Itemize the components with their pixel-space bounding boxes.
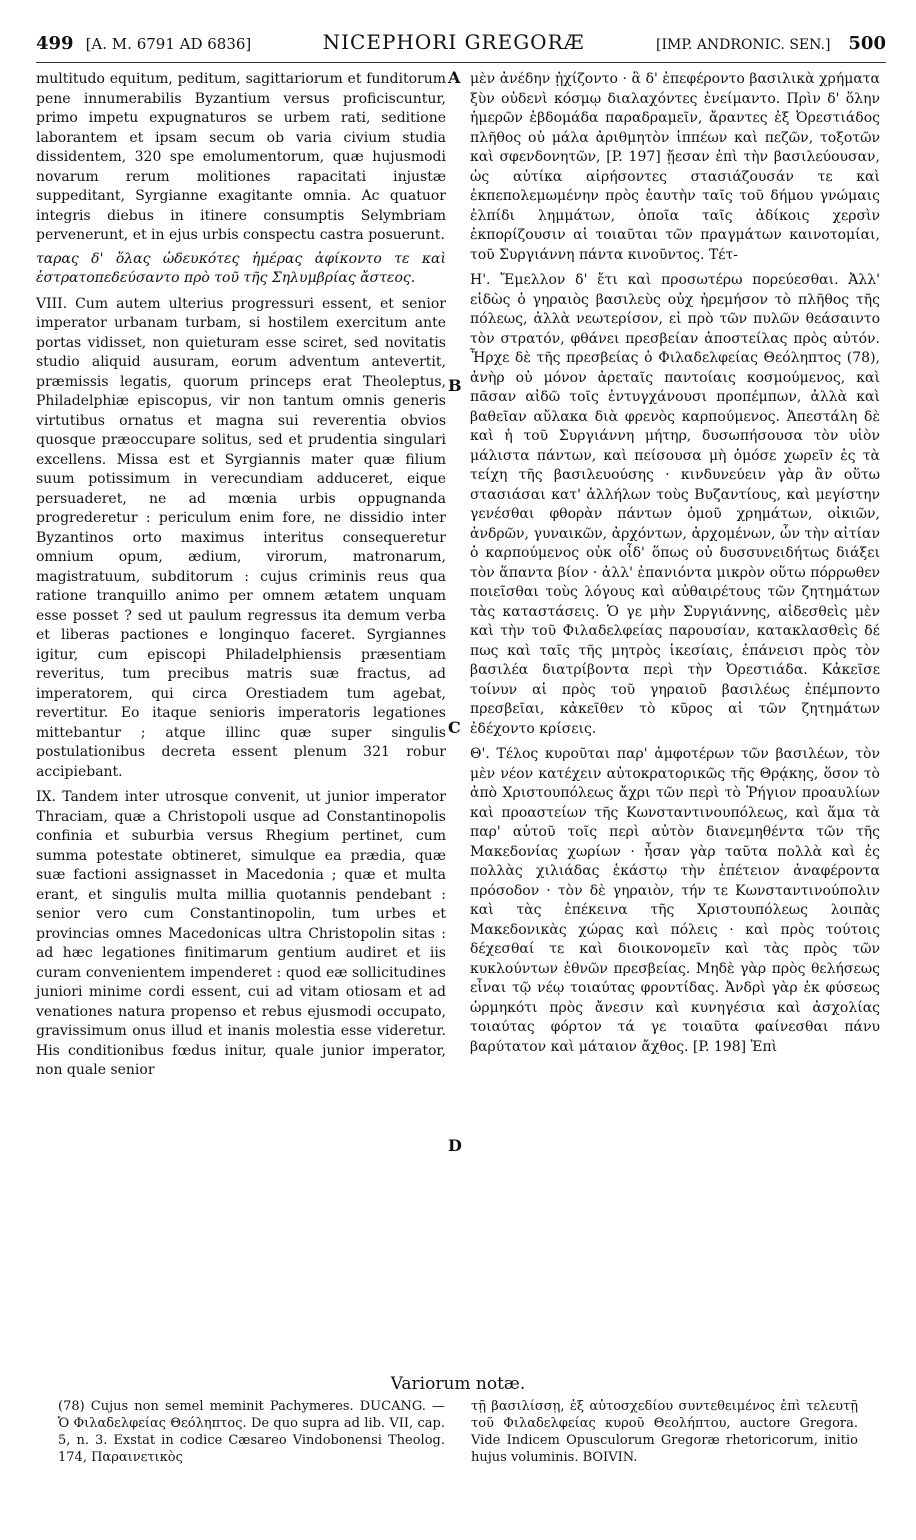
footnote-right: τῇ βασιλίσσῃ, ἐξ αὐτοσχεδίου συντεθειμένος ἐπὶ τελευτῇ τοῦ Φιλαδελφείας κυροῦ Θεολήπτου, auctore Gregora. Vide Indicem Opusculorum Gregoræ rhetoricorum, initio hujus voluminis. BOIVIN. [471, 1399, 858, 1465]
greek-paragraph-viii: Η'. Ἔμελλον δ' ἔτι καὶ προσωτέρω πορεύεσθαι. Ἀλλ' εἰδὼς ὁ γηραιὸς βασιλεὺς οὐχ ἠρεμήσον τὸ πλῆθος τῆς πόλεως, ἀλλὰ νεωτερίσον, εἰ πρὸ τῶν πυλῶν θεάσαιντο τὸν στρατόν, φθάνει πρεσβείαν ἀποστείλας πρὸς αὐτόν. Ἦρχε δὲ τῆς πρεσβείας ὁ Φιλαδελφείας Θεόληπτος (78), ἀνὴρ οὐ μόνον ἀρεταῖς παντοίαις κοσμούμενος, καὶ πᾶσαν αἰδῶ τοῖς ἐντυγχάνουσι προπέμπων, ἀλλὰ καὶ βαθεῖαν αὔλακα διὰ φρενὸς καρπούμενος. Ἀπεστάλη δὲ καὶ ἡ τοῦ Συργιάννη μήτηρ, δυσωπήσουσα τὸν υἱὸν μάλιστα πάντων, καὶ πείσουσα μὴ ὁμόσε χωρεῖν ἐς τὰ τείχη τῆς βασιλευούσης · κινδυνεύειν γὰρ ἂν οὕτω στασιάσαι κατ' ἀλλήλων τοὺς Βυζαντίους, καὶ μεγίστην γενέσθαι φθορὰν πάντων ὁμοῦ χρημάτων, οἰκιῶν, ἀνδρῶν, γυναικῶν, ἀρχόντων, ἀρχομένων, ὧν τὴν αἰτίαν ὁ καρπούμενος οὐκ οἶδ' ὅπως οὐ δυσσυνειδήτως διάξει τὸν ἅπαντα βίον · ἀλλ' ἐπανιόντα μικρὸν οὕτω πόρρωθεν ποιεῖσθαι τοὺς λόγους καὶ αὐθαιρέτους τῶν ζητημάτων τὰς καταστάσεις. Ὁ γε μὴν Συργιάννης, αἰδεσθεὶς μὲν καὶ τὴν τοῦ Φιλαδελφείας παρουσίαν, κατακλασθεὶς δέ πως καὶ ταῖς τῆς μητρὸς ἱκεσίαις, ἐπάνεισι πρὸς τὸν βασιλέα διατρίβοντα περὶ τὴν Ὀρεστιάδα. Κἀκεῖσε τοίνυν αἱ πρὸς τοῦ γηραιοῦ βασιλέως ἐπέμποντο πρεσβεῖαι, κἀκεῖθεν τὸ κῦρος αἱ τῶν ζητημάτων ἐδέχοντο κρίσεις. [470, 272, 880, 737]
margin-marker-d: D [448, 1136, 462, 1155]
page-header [36, 30, 886, 63]
margin-marker-a: A [448, 68, 461, 87]
running-title: NICEPHORI GREGORÆ [322, 30, 585, 54]
greek-carryover-line: ταρας δ' ὅλας ὡδευκότες ἡμέρας ἀφίκοντο τε καὶ ἐστρατοπεδεύσαντο πρὸ τοῦ τῆς Σηλυμβρίας ἄστεος. [36, 250, 446, 286]
left-running-meta: [A. M. 6791 AD 6836] [85, 35, 252, 53]
notes-title: Variorum notæ. [390, 1374, 526, 1394]
greek-column [470, 70, 880, 1063]
latin-paragraph-1: multitudo equitum, peditum, sagittariorum et funditorum pene innumerabilis Byzantium versus proficiscuntur, primo impetu expugnaturos se urbem rati, seditione laborantem et ipsam secum ob varia civium studia dissidentem, 320 spe emolumentorum, quæ hujusmodi novarum rerum molitiones rapacitati injustæ suppeditant, Syrgianne exagitante omnia. Ac quatuor integris diebus in itinere consumptis Selymbriam pervenerunt, et in ejus urbis conspectu castra posuerunt. [36, 71, 446, 243]
right-page-number: 500 [848, 33, 886, 54]
latin-column [36, 70, 446, 1087]
greek-paragraph-ix: Θ'. Τέλος κυροῦται παρ' ἀμφοτέρων τῶν βασιλέων, τὸν μὲν νέον κατέχειν αὐτοκρατορικῶς τῆς Θρᾴκης, ὅσον τὸ ἀπὸ Χριστουπόλεως ἄχρι τῶν περὶ τὸ Ῥήγιον προαυλίων καὶ προαστείων τῆς Κωνσταντινουπόλεως, καὶ ἅμα τὰ παρ' αὐτοῦ τοῖς περὶ αὐτὸν διανεμηθέντα τῶν τῆς Μακεδονίας χωρίων · ἦσαν γὰρ ταῦτα πολλὰ καὶ ἐς πολλὰς χιλιάδας ἑκάστῳ τὴν ἐπέτειον ἀναφέροντα πρόσοδον · τὸν δὲ γηραιὸν, τήν τε Κωνσταντινούπολιν καὶ τὰς ἐπέκεινα τῆς Χριστουπόλεως λοιπὰς Μακεδονικὰς χώρας καὶ πόλεις · καὶ πρὸς τούτοις δέχεσθαί τε καὶ διοικονομεῖν καὶ τὰς πρὸς τῶν κυκλούντων ἐθνῶν πρεσβείας. Μηδὲ γὰρ πρὸς θελήσεως εἶναι τῷ νέῳ τοιαύτας φροντίδας. Ἀνδρὶ γὰρ ἐκ φύσεως ὡρμηκότι πρὸς ἄνεσιν καὶ κυνηγέσια καὶ ἀσχολίας τοιαύτας φόρτον τά γε τοιαῦτα φαίνεσθαι πάνυ βαρύτατον καὶ μάταιον ἄχθος. [P. 198] Ἐπὶ [470, 746, 880, 1055]
header-right [656, 33, 886, 54]
header-left [36, 33, 251, 54]
footnote-left: (78) Cujus non semel meminit Pachymeres. DUCANG. — Ὁ Φιλαδελφείας Θεόληπτος. De quo supra ad lib. VII, cap. 5, n. 3. Exstat in codice Cæsareo Vindobonensi Theolog. 174, Παραινετικὸς [58, 1399, 445, 1465]
right-running-meta: [IMP. ANDRONIC. SEN.] [656, 37, 831, 53]
latin-paragraph-ix: IX. Tandem inter utrosque convenit, ut junior imperator Thraciam, quæ a Christopoli usque ad Constantinopolis confinia et suburbia versus Rhegium pertinet, cum summa potestate obtineret, simulque ea prædia, quæ suæ factioni assignasset in Macedonia ; quæ et multa erant, et singulis multa millia quotannis pendebant : senior vero cum Constantinopolin, tum urbes et provincias omnes Macedonicas ultra Christopolin sitas : ad hæc legationes finitimarum gentium audiret et iis curam convenientem impenderet : quod eæ sollicitudines juniori minime cordi essent, cui ad vitam otiosam et ad venationes natura propenso et rebus ejusmodi occupato, gravissimum onus illud et inanis molestia esse videretur. His conditionibus fœdus initur, quale junior imperator, non quale senior [36, 789, 446, 1078]
margin-marker-c: C [448, 718, 461, 737]
footnotes [58, 1398, 858, 1466]
latin-paragraph-viii: VIII. Cum autem ulterius progressuri essent, et senior imperator urbanam turbam, si hostilem exercitum ante portas vidisset, non quieturam esse sciret, sed novitatis studio aliquid ausuram, eorum adventum antevertit, præmissis legatis, quorum princeps erat Theoleptus, Philadelphiæ episcopus, vir non tantum omnis generis virtutibus ornatus et magna sui reverentia obvios quosque præoccupare solitus, sed et prudentia singulari excellens. Missa est et Syrgiannis mater quæ filium suum potissimum in verecundiam adduceret, eique persuaderet, ne ad mœnia urbis oppugnanda progrederetur : periculum enim fore, ne dissidio inter Byzantinos orto maximus interitus consequeretur omnium opum, ædium, virorum, matronarum, magistratuum, subditorum : cujus criminis reus qua ratione tranquillo animo per omnem ætatem unquam esse posset ? sed ut paulum regressus ita demum verba et liberas pactiones e longinquo faceret. Syrgiannes igitur, cum episcopi Philadelphiensis præsentiam reveritus, tum precibus matris suæ fractus, ad imperatorem, qui circa Orestiadem tum agebat, revertitur. Eo itaque senioris imperatoris legationes mittebantur ; atque illinc quæ super singulis postulationibus decreta essent plenum 321 robur accipiebant. [36, 295, 446, 780]
left-page-number: 499 [36, 33, 74, 54]
margin-marker-b: B [448, 376, 462, 395]
greek-paragraph-1: μὲν ἀνέδην ᾐχίζοντο · ἃ δ' ἐπεφέροντο βασιλικὰ χρήματα ξὺν οὐδενὶ κόσμῳ διαλαχόντες ἐνείμαντο. Πρὶν δ' ὅλην ἡμερῶν ἑβδομάδα παραδραμεῖν, ἄραντες ἐξ Ὀρεστιάδος πλῆθος οὐ μάλα ἀριθμητὸν ἱππέων καὶ πεζῶν, τοξοτῶν καὶ σφενδονητῶν, [P. 197] ᾔεσαν ἐπὶ τὴν βασιλεύουσαν, ὡς αὐτίκα αἱρήσοντες στασιάζουσάν τε καὶ ἐκπεπολεμωμένην πρὸς ἑαυτὴν ταῖς τοῦ δήμου γνώμαις ἐλπίδι λημμάτων, ὁποῖα ταῖς ἀδίκοις χερσὶν ἐκπορίζουσιν αἱ τοιαῦται τῶν πραγμάτων καινοτομίαι, τοῦ Συργιάννη πάντα κινοῦντος. Τέτ- [470, 71, 880, 263]
